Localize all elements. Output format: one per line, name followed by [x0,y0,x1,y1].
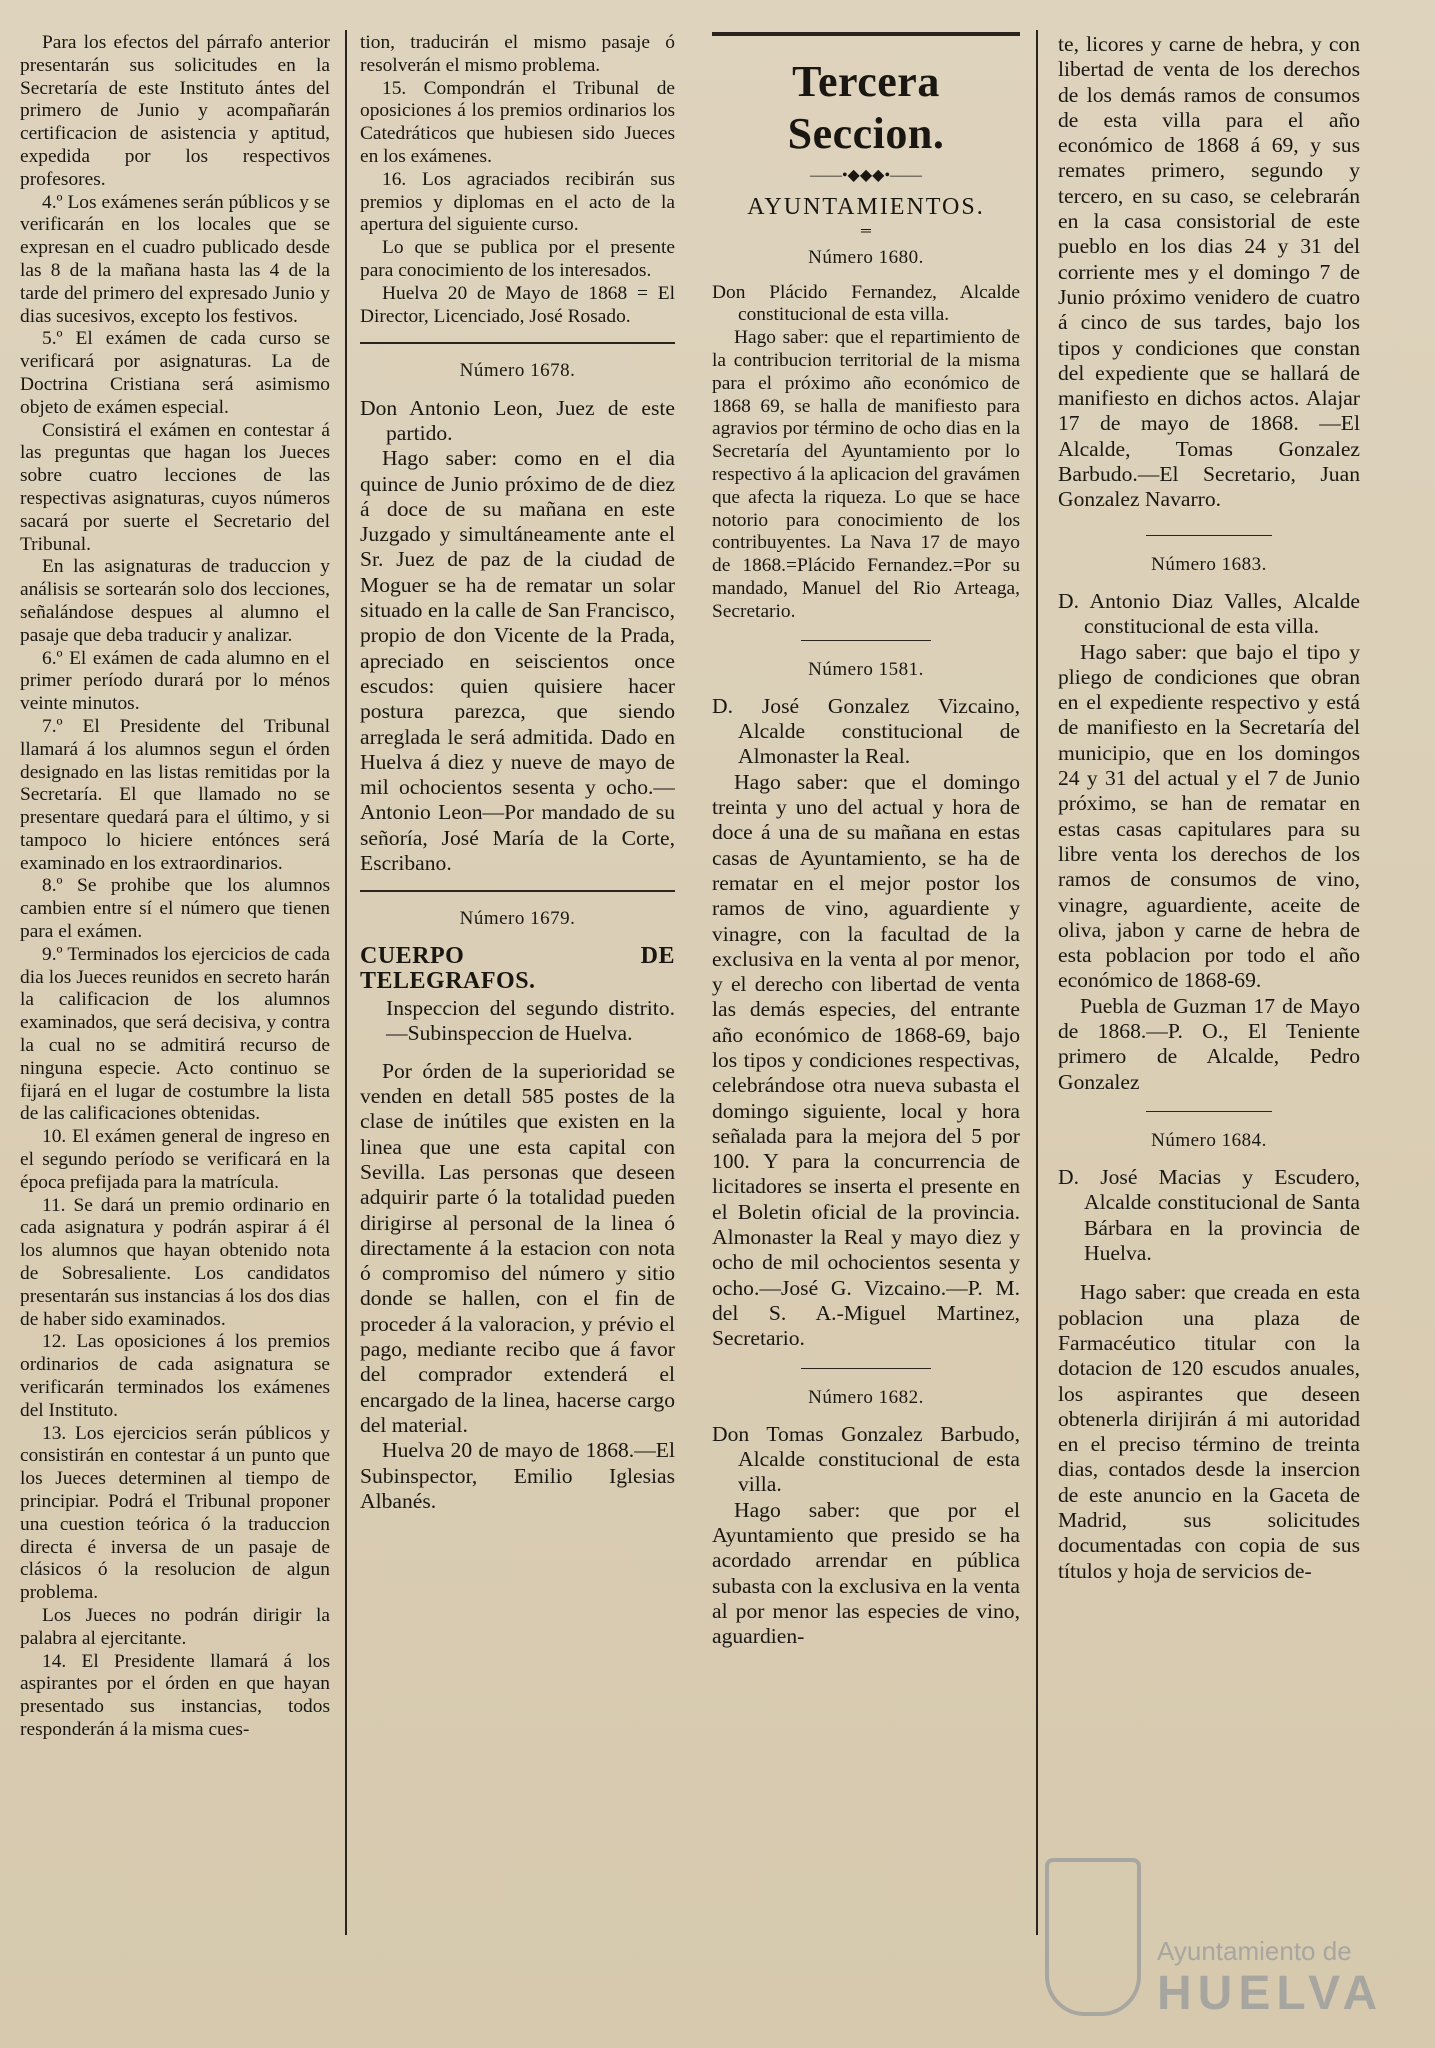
section-top-rule [712,32,1020,36]
separator-rule [801,1368,930,1369]
paragraph: En las asignaturas de traduccion y análisis se sortearán solo dos lecciones, señalándose despues al alumno el pasaje que deba traducir y analizar. [20,556,330,646]
ornament-icon: ——•◆◆◆•—— [809,167,923,184]
paragraph: 11. Se dará un premio ordinario en cada asignatura y podrán aspirar á él los alumnos que hayan obtenido nota de Sobresaliente. Los candidatos presentarán sus instancias á los dos dias de haber sido examinados. [20,1194,330,1330]
notice-continuation: te, licores y carne de hebra, y con libertad de venta de los derechos de los demás ramos de consumos de esta villa para el año económico de 1868 á 69, y sus remates primero, segundo y tercero, en su caso, se celebrarán en la casa consistorial de este pueblo en los dias 24 y 31 del corriente mes y el domingo 7 de Junio próximo venidero de cuatro á cinco de sus tardes, bajo los tipos y condiciones que constan del expediente que se hallará de manifiesto en dichos actos. Alajar 17 de mayo de 1868. —El Alcalde, Tomas Gonzalez Barbudo.—El Secretario, Juan Gonzalez Navarro. [1058,32,1360,512]
separator-rule [1146,535,1273,536]
notice-body: Hago saber: que bajo el tipo y pliego de condiciones que obran en el expediente respectivo y está de manifiesto en la Secretaría del municipio, que en los domingos 24 y 31 del actual y el 7 de Junio próximo, se han de rematar en estas casas capitulares para su libre venta los derechos de los ramos de consumos de vino, vinagre, aguardiente, aceite de oliva, jabon y carne de hebra de esta poblacion por todo el año económico de 1868-69. [1058,639,1360,993]
notice-body: Hago saber: que creada en esta poblacion una plaza de Farmacéutico titular con la dotacion de 120 escudos anuales, los aspirantes que deseen obtenerla dirijirán á mi autoridad en el preciso término de treinta dias, contados desde la insercion de este anuncio en la Gaceta de Madrid, sus solicitudes documentadas con copia de sus títulos y hoja de servicios de- [1058,1280,1360,1583]
notice-body: Hago saber: que el repartimiento de la contribucion territorial de la misma para el próximo año económico de 1868 69, se halla de manifiesto para agravios por término de ocho dias en la Secretaría del Ayuntamiento por lo respectivo á la aplicacion del gravámen que afecta la riqueza. Lo que se hace notorio para conocimiento de los contribuyentes. La Nava 17 de mayo de 1868.=Plácido Fernandez.=Por su mandado, Manuel del Rio Arteaga, Secretario. [712,327,1020,622]
paragraph: 15. Compondrán el Tribunal de oposiciones á los premios ordinarios los Catedráticos que hubiesen sido Jueces en los exámenes. [360,77,675,167]
paragraph: Consistirá el exámen en contestar á las preguntas que hagan los Jueces sobre cuatro lecciones de las respectivas asignaturas, cuyos números sacará por suerte el Secretario del Tribunal. [20,419,330,555]
notice-1682 [712,1385,1020,1650]
notice-body: Hago saber: como en el dia quince de Junio próximo de de diez á doce de su mañana en este Juzgado y simultáneamente ante el Sr. Juez de paz de la ciudad de Moguer se ha de rematar un solar situado en la calle de San Francisco, propio de don Vicente de la Prada, apreciado en seiscientos once escudos: quien quisiere hacer postura parezca, que siendo arreglada le será admitida. Dado en Huelva á diez y nueve de mayo de mil ochocientos sesenta y ocho.—Antonio Leon—Por mandado de su señoría, José María de la Corte, Escribano. [360,446,675,875]
notice-intro: Don Antonio Leon, Juez de este partido. [360,395,675,445]
notice-1684 [1058,1128,1360,1584]
notice-intro: Don Plácido Fernandez, Alcalde constitucional de esta villa. [712,281,1020,326]
notice-1681 [712,657,1020,1352]
notice-1680 [712,247,1020,624]
paragraph: Lo que se publica por el presente para conocimiento de los interesados. [360,237,675,281]
notice-number: Número 1678. [459,360,576,382]
notice-1678 [360,358,675,876]
notice-number: Número 1683. [1151,553,1267,575]
notice-number: Número 1682. [808,1386,924,1408]
paragraph: 5.º El exámen de cada curso se verificará por asignaturas. La de Doctrina Cristiana será asimismo objeto de exámen especial. [20,328,330,418]
notice-intro: D. José Gonzalez Vizcaino, Alcalde constitucional de Almonaster la Real. [712,693,1020,769]
notice-intro: D. José Macias y Escudero, Alcalde constitucional de Santa Bárbara en la provincia de Huelva. [1058,1165,1360,1266]
notice-intro: Don Tomas Gonzalez Barbudo, Alcalde constitucional de esta villa. [712,1421,1020,1497]
notice-intro: D. Antonio Diaz Valles, Alcalde constitucional de esta villa. [1058,588,1360,639]
separator-rule [801,640,930,641]
separator-rule [360,890,675,892]
paragraph: tion, traducirán el mismo pasaje ó resolverán el mismo problema. [360,32,675,76]
notice-body: Por órden de la superioridad se venden en detall 585 postes de la clase de inútiles que existen en la linea que une esta capital con Sevilla. Las personas que deseen adquirir parte ó la totalidad pueden dirigirse al personal de la linea ó directamente á la estacion con nota ó compromiso del número y sitio donde se hallen, con el fin de proceder á la valoracion, y prévio el pago, mediante recibo que á favor del comprador extenderá el encargado de la linea, hacerse cargo del material. [360,1058,675,1437]
section-title: Tercera Seccion. [787,57,945,158]
column-4 [1058,32,1360,1912]
watermark-line2: HUELVA [1157,1967,1384,2020]
separator-rule [1146,1111,1273,1112]
paragraph: 7.º El Presidente del Tribunal llamará á los alumnos segun el órden designado en las listas remitidas por la Secretaría. El que llamado no se presentare quedará para el último, y si tampoco lo hiciere entónces será examinado en los extraordinarios. [20,715,330,874]
column-3 [712,32,1020,1912]
ornament-icon: ═ [861,223,871,239]
notice-number: Número 1679. [459,908,576,930]
column-divider [1036,30,1038,1935]
paragraph: 10. El exámen general de ingreso en el segundo período se verificará en la época prefijada para la matrícula. [20,1126,330,1193]
notice-continuation [360,32,675,328]
paragraph: Para los efectos del párrafo anterior presentarán sus solicitudes en la Secretaría de este Instituto ántes del primero de Junio y acompañarán certificacion de asistencia y aptitud, expedida por los respectivos profesores. [20,32,330,190]
paragraph: 12. Las oposiciones á los premios ordinarios de cada asignatura se verificarán terminados los exámenes del Instituto. [20,1331,330,1421]
paragraph: Los Jueces no podrán dirigir la palabra al ejercitante. [20,1604,330,1649]
notice-number: Número 1684. [1151,1129,1267,1151]
notice-number: Número 1680. [808,246,924,268]
signature: Puebla de Guzman 17 de Mayo de 1868.—P. O., El Teniente primero de Alcalde, Pedro Gonzalez [1058,993,1360,1094]
separator-rule [360,342,675,344]
notice-body: Hago saber: que por el Ayuntamiento que presido se ha acordado arrendar en pública subasta con la exclusiva en la venta al por menor las especies de vino, aguardien- [712,1497,1020,1649]
notice-number: Número 1581. [808,658,924,680]
signature: Huelva 20 de mayo de 1868.—El Subinspector, Emilio Iglesias Albanés. [360,1438,675,1513]
column-2 [360,32,675,1912]
paragraph: 6.º El exámen de cada alumno en el primer período durará por lo ménos veinte minutos. [20,647,330,715]
paragraph: 4.º Los exámenes serán públicos y se verificarán en los locales que se expresan en el cuadro publicado desde las 8 de la mañana hasta las 4 de la tarde del primero del expresado Junio y dias sucesivos, excepto los festivos. [20,191,330,327]
column-1 [20,32,330,1912]
notice-1679 [360,906,675,1514]
notice-body: Hago saber: que el domingo treinta y uno del actual y hora de doce á una de su mañana en estas casas de Ayuntamiento, se ha de rematar en el mejor postor los ramos de vino, aguardiente y vinagre, con la facultad de la exclusiva en la venta al por menor, y el derecho con libertad de venta las demás especies, del entrante año económico de 1868-69, bajo los tipos y condiciones respectivas, celebrándose otra nueva subasta el domingo siguiente, local y hora señalada para la mejora del 5 por 100. Y para la concurrencia de licitadores se inserta el presente en el Boletin oficial de la provincia. Almonaster la Real y mayo diez y ocho de mil ochocientos sesenta y ocho.—José G. Vizcaino.—P. M. del S. A.-Miguel Martinez, Secretario. [712,769,1020,1351]
column-divider [345,30,347,1935]
signature: Huelva 20 de Mayo de 1868 = El Director, Licenciado, José Rosado. [360,282,675,327]
notice-1683 [1058,552,1360,1095]
paragraph: 9.º Terminados los ejercicios de cada dia los Jueces reunidos en secreto harán la calificacion de los alumnos examinados, que será decisiva, y contra la cual no se admitirá recurso de ninguna especie. Acto continuo se fijará en el lugar de costumbre la lista de las calificaciones obtenidas. [20,943,330,1125]
paragraph: 14. El Presidente llamará á los aspirantes por el órden en que hayan presentado sus instancias, todos responderán á la misma cues- [20,1650,330,1740]
section-subtitle: AYUNTAMIENTOS. [747,194,985,220]
paragraph: 8.º Se prohibe que los alumnos cambien entre sí el número que tienen para el exámen. [20,875,330,943]
paragraph: 16. Los agraciados recibirán sus premios y diplomas en el acto de la apertura del siguiente curso. [360,168,675,236]
notice-subheading: Inspeccion del segundo distrito.—Subinspeccion de Huelva. [386,996,675,1046]
paragraph: 13. Los ejercicios serán públicos y consistirán en contestar á un punto que los Jueces determinen al tiempo de principiar. Podrá el Tribunal proponer una cuestion teórica ó la traduccion directa é inversa de un pasaje de clásicos ó la resolucion de algun problema. [20,1422,330,1604]
watermark-line1: Ayuntamiento de [1157,1936,1352,1966]
notice-heading: CUERPO DE TELEGRAFOS. [360,942,675,994]
